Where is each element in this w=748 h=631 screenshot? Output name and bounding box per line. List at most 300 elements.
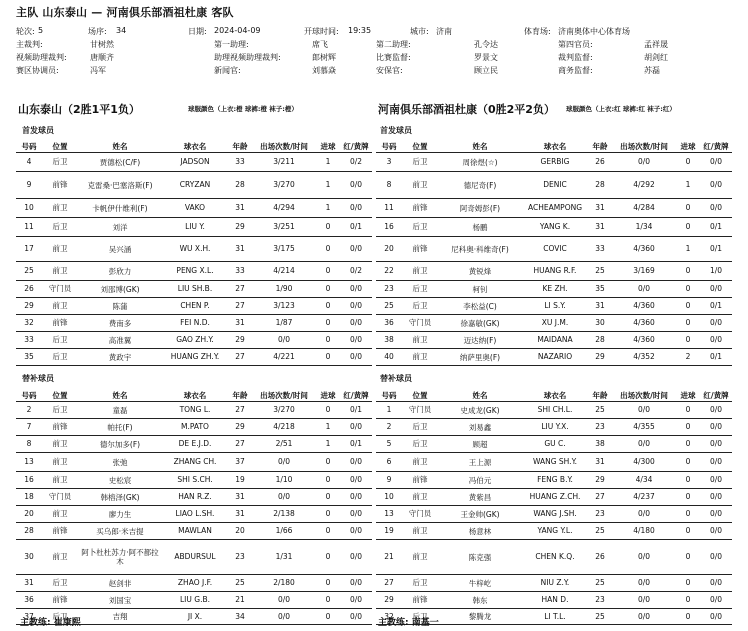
match-supervisor-label: 比赛监督: xyxy=(376,53,411,62)
table-row xyxy=(16,472,372,489)
var-label: 视频助理裁判: xyxy=(16,53,67,62)
player-position: 前锋 xyxy=(402,472,438,489)
player-number: 18 xyxy=(16,489,42,506)
player-shirt-name: MAIDANA xyxy=(522,332,588,349)
player-number: 13 xyxy=(16,453,42,472)
player-name: 高准翼 xyxy=(78,332,162,349)
player-name: 冯伯元 xyxy=(438,472,522,489)
player-shirt-name: HUANG ZH.Y. xyxy=(162,349,228,366)
security-officer-value: 顾立民 xyxy=(474,66,498,75)
player-goals: 0 xyxy=(316,218,340,237)
player-apps: 4/360 xyxy=(612,237,676,262)
var-value: 唐顺齐 xyxy=(90,53,114,62)
info-row-round xyxy=(16,26,736,39)
player-position: 前卫 xyxy=(402,523,438,540)
player-age: 25 xyxy=(588,262,612,281)
player-position: 前卫 xyxy=(402,540,438,575)
player-apps: 4/292 xyxy=(612,172,676,199)
player-goals: 0 xyxy=(316,523,340,540)
player-cards: 0/0 xyxy=(700,575,732,592)
player-number: 40 xyxy=(376,349,402,366)
player-shirt-name: YANG K. xyxy=(522,218,588,237)
player-cards: 0/0 xyxy=(340,609,372,625)
player-name: 卡帆伊什维利(F) xyxy=(78,199,162,218)
player-goals: 0 xyxy=(676,298,700,315)
away-coach xyxy=(378,615,439,628)
referee-value: 甘树然 xyxy=(90,40,114,49)
player-shirt-name: SHI S.CH. xyxy=(162,472,228,489)
kickoff-value: 19:35 xyxy=(348,26,372,35)
player-shirt-name: JI X. xyxy=(162,609,228,625)
player-cards: 0/0 xyxy=(700,419,732,436)
player-number: 26 xyxy=(16,281,42,298)
player-position: 前卫 xyxy=(402,349,438,366)
player-goals: 1 xyxy=(316,172,340,199)
player-cards: 0/0 xyxy=(700,523,732,540)
player-age: 28 xyxy=(228,172,252,199)
player-name: 韩东 xyxy=(438,592,522,609)
player-position: 后卫 xyxy=(402,218,438,237)
table-row xyxy=(376,281,732,298)
player-apps: 3/270 xyxy=(252,172,316,199)
fourth-official-value: 孟祥晟 xyxy=(644,40,668,49)
player-number: 25 xyxy=(16,262,42,281)
player-age: 20 xyxy=(228,523,252,540)
player-apps: 4/355 xyxy=(612,419,676,436)
table-header-row xyxy=(376,140,732,153)
table-row xyxy=(376,472,732,489)
player-cards: 0/0 xyxy=(340,453,372,472)
away-starters-table xyxy=(376,140,732,366)
player-goals: 0 xyxy=(316,402,340,419)
press-officer-label: 新闻官: xyxy=(214,66,241,75)
table-row xyxy=(16,237,372,262)
player-goals: 1 xyxy=(316,419,340,436)
avar-label: 助理视频助理裁判: xyxy=(214,53,281,62)
assistant1-label: 第一助理: xyxy=(214,40,249,49)
player-apps: 3/175 xyxy=(252,237,316,262)
player-shirt-name: KE ZH. xyxy=(522,281,588,298)
player-shirt-name: CHEN K.Q. xyxy=(522,540,588,575)
table-header-row xyxy=(376,389,732,402)
player-number: 10 xyxy=(376,489,402,506)
player-shirt-name: YANG Y.L. xyxy=(522,523,588,540)
col-shirt-name-header: 球衣名 xyxy=(162,389,228,402)
player-cards: 0/0 xyxy=(340,315,372,332)
table-row xyxy=(16,172,372,199)
player-goals: 0 xyxy=(676,489,700,506)
info-row-var xyxy=(16,52,736,65)
player-apps: 4/360 xyxy=(612,332,676,349)
player-goals: 0 xyxy=(316,281,340,298)
player-goals: 0 xyxy=(316,575,340,592)
player-name: 克雷桑·巴塞洛斯(F) xyxy=(78,172,162,199)
table-row xyxy=(376,523,732,540)
table-row xyxy=(16,298,372,315)
table-row xyxy=(16,332,372,349)
player-apps: 0/0 xyxy=(252,592,316,609)
player-number: 3 xyxy=(376,153,402,172)
player-shirt-name: FEI N.D. xyxy=(162,315,228,332)
player-apps: 4/360 xyxy=(612,298,676,315)
table-row xyxy=(376,237,732,262)
player-cards: 0/0 xyxy=(340,298,372,315)
player-name: 吉翔 xyxy=(78,609,162,625)
player-name: 黎腾龙 xyxy=(438,609,522,625)
home-starters-label: 首发球员 xyxy=(22,126,54,135)
player-apps: 1/66 xyxy=(252,523,316,540)
player-goals: 0 xyxy=(676,540,700,575)
player-apps: 0/0 xyxy=(612,153,676,172)
home-team-header xyxy=(18,101,140,117)
player-apps: 4/218 xyxy=(252,419,316,436)
player-position: 前卫 xyxy=(402,489,438,506)
player-apps: 0/0 xyxy=(252,489,316,506)
table-row xyxy=(376,453,732,472)
player-apps: 2/51 xyxy=(252,436,316,453)
table-row xyxy=(16,153,372,172)
commercial-supervisor-value: 苏磊 xyxy=(644,66,660,75)
table-row xyxy=(376,489,732,506)
col-cards-header: 红/黄牌 xyxy=(700,389,732,402)
player-goals: 0 xyxy=(316,472,340,489)
player-age: 19 xyxy=(228,472,252,489)
table-row xyxy=(376,332,732,349)
match-title: 主队 山东泰山 — 河南俱乐部酒祖杜康 客队 xyxy=(16,6,234,19)
player-cards: 0/1 xyxy=(340,402,372,419)
player-cards: 0/0 xyxy=(700,506,732,523)
player-cards: 0/0 xyxy=(700,199,732,218)
table-row xyxy=(376,199,732,218)
assistant2-label: 第二助理: xyxy=(376,40,411,49)
col-goals-header: 进球 xyxy=(316,140,340,153)
player-cards: 0/0 xyxy=(700,472,732,489)
player-number: 23 xyxy=(376,281,402,298)
table-row xyxy=(16,506,372,523)
player-goals: 0 xyxy=(316,262,340,281)
table-row xyxy=(16,419,372,436)
player-position: 守门员 xyxy=(42,281,78,298)
player-shirt-name: TONG L. xyxy=(162,402,228,419)
player-position: 前卫 xyxy=(42,540,78,575)
player-goals: 0 xyxy=(316,592,340,609)
table-header-row xyxy=(16,389,372,402)
player-apps: 4/352 xyxy=(612,349,676,366)
player-age: 25 xyxy=(588,402,612,419)
player-shirt-name: ZHAO J.F. xyxy=(162,575,228,592)
player-age: 27 xyxy=(228,298,252,315)
table-row xyxy=(16,523,372,540)
table-row xyxy=(16,402,372,419)
player-position: 前卫 xyxy=(42,506,78,523)
player-goals: 0 xyxy=(676,402,700,419)
player-shirt-name: LIU G.B. xyxy=(162,592,228,609)
player-name: 史成龙(GK) xyxy=(438,402,522,419)
player-position: 后卫 xyxy=(42,349,78,366)
player-shirt-name: CRYZAN xyxy=(162,172,228,199)
player-age: 31 xyxy=(228,237,252,262)
security-officer-label: 安保官: xyxy=(376,66,403,75)
coordinator-label: 赛区协调员: xyxy=(16,66,59,75)
col-cards-header: 红/黄牌 xyxy=(340,140,372,153)
player-name: 顾超 xyxy=(438,436,522,453)
player-number: 17 xyxy=(16,237,42,262)
referee-supervisor-label: 裁判监督: xyxy=(558,53,593,62)
player-shirt-name: HUANG Z.CH. xyxy=(522,489,588,506)
player-age: 31 xyxy=(588,453,612,472)
player-apps: 4/214 xyxy=(252,262,316,281)
col-number-header: 号码 xyxy=(16,140,42,153)
player-name: 杨意林 xyxy=(438,523,522,540)
player-goals: 0 xyxy=(676,472,700,489)
col-apps-header: 出场次数/时间 xyxy=(252,389,316,402)
player-goals: 0 xyxy=(676,419,700,436)
player-position: 后卫 xyxy=(42,402,78,419)
player-goals: 0 xyxy=(676,315,700,332)
date-value: 2024-04-09 xyxy=(214,26,261,35)
player-position: 后卫 xyxy=(402,419,438,436)
col-age-header: 年龄 xyxy=(588,140,612,153)
player-position: 前锋 xyxy=(42,592,78,609)
home-team-record: （2胜1平1负） xyxy=(62,103,140,116)
player-apps: 1/90 xyxy=(252,281,316,298)
player-shirt-name: GU C. xyxy=(522,436,588,453)
col-number-header: 号码 xyxy=(376,140,402,153)
player-number: 11 xyxy=(376,199,402,218)
table-row xyxy=(16,540,372,575)
table-header-row xyxy=(16,140,372,153)
player-cards: 0/0 xyxy=(700,436,732,453)
player-apps: 0/0 xyxy=(612,609,676,625)
player-apps: 0/0 xyxy=(252,332,316,349)
round-label: 轮次: xyxy=(16,27,35,36)
col-goals-header: 进球 xyxy=(676,140,700,153)
match-no-label: 场序: xyxy=(88,27,107,36)
player-position: 守门员 xyxy=(42,489,78,506)
player-apps: 4/300 xyxy=(612,453,676,472)
col-position-header: 位置 xyxy=(402,140,438,153)
player-name: 吴兴涵 xyxy=(78,237,162,262)
player-name: 史松宸 xyxy=(78,472,162,489)
player-age: 25 xyxy=(588,575,612,592)
player-age: 37 xyxy=(228,453,252,472)
player-number: 8 xyxy=(16,436,42,453)
col-goals-header: 进球 xyxy=(676,389,700,402)
col-apps-header: 出场次数/时间 xyxy=(612,389,676,402)
player-number: 33 xyxy=(16,332,42,349)
player-position: 后卫 xyxy=(42,218,78,237)
player-name: 李松益(C) xyxy=(438,298,522,315)
player-number: 1 xyxy=(376,402,402,419)
player-number: 5 xyxy=(376,436,402,453)
player-cards: 0/0 xyxy=(700,402,732,419)
player-age: 27 xyxy=(588,489,612,506)
player-number: 11 xyxy=(16,218,42,237)
home-coach-name: 崔康熙 xyxy=(53,618,81,628)
player-goals: 0 xyxy=(676,523,700,540)
player-number: 16 xyxy=(16,472,42,489)
round-value: 5 xyxy=(38,26,44,35)
player-goals: 1 xyxy=(676,172,700,199)
player-name: 童磊 xyxy=(78,402,162,419)
player-goals: 0 xyxy=(316,506,340,523)
coordinator-value: 冯军 xyxy=(90,66,106,75)
player-cards: 0/0 xyxy=(340,419,372,436)
player-goals: 1 xyxy=(316,199,340,218)
player-age: 33 xyxy=(228,153,252,172)
info-row-officials xyxy=(16,65,736,78)
player-age: 33 xyxy=(588,237,612,262)
player-shirt-name: SHI CH.L. xyxy=(522,402,588,419)
press-officer-value: 刘慕焱 xyxy=(312,66,336,75)
player-number: 9 xyxy=(376,472,402,489)
player-name: 柯钊 xyxy=(438,281,522,298)
player-goals: 0 xyxy=(676,506,700,523)
player-number: 27 xyxy=(376,575,402,592)
player-goals: 1 xyxy=(676,237,700,262)
player-apps: 0/0 xyxy=(612,575,676,592)
away-team-record: （0胜2平2负） xyxy=(477,103,555,116)
player-apps: 2/180 xyxy=(252,575,316,592)
player-cards: 0/1 xyxy=(700,237,732,262)
player-cards: 0/0 xyxy=(340,506,372,523)
player-shirt-name: MAWLAN xyxy=(162,523,228,540)
table-row xyxy=(16,436,372,453)
city-value: 济南 xyxy=(436,27,452,36)
player-name: 陈蒲 xyxy=(78,298,162,315)
player-position: 前锋 xyxy=(402,199,438,218)
player-number: 20 xyxy=(16,506,42,523)
player-age: 21 xyxy=(228,592,252,609)
player-goals: 0 xyxy=(676,592,700,609)
player-number: 19 xyxy=(376,523,402,540)
player-shirt-name: LI S.Y. xyxy=(522,298,588,315)
player-position: 后卫 xyxy=(402,153,438,172)
player-name: 贾德松(C/F) xyxy=(78,153,162,172)
player-name: 费南多 xyxy=(78,315,162,332)
player-shirt-name: WANG J.SH. xyxy=(522,506,588,523)
player-number: 38 xyxy=(376,332,402,349)
player-age: 34 xyxy=(228,609,252,625)
player-number: 21 xyxy=(376,540,402,575)
player-goals: 0 xyxy=(316,237,340,262)
home-team-name: 山东泰山 xyxy=(18,103,62,116)
kickoff-label: 开球时间: xyxy=(304,27,339,36)
player-shirt-name: ABDURSUL xyxy=(162,540,228,575)
player-number: 36 xyxy=(376,315,402,332)
table-row xyxy=(16,199,372,218)
away-team-name: 河南俱乐部酒祖杜康 xyxy=(378,103,477,116)
player-goals: 0 xyxy=(316,332,340,349)
player-position: 后卫 xyxy=(42,332,78,349)
assistant2-value: 孔令达 xyxy=(474,40,498,49)
player-number: 9 xyxy=(16,172,42,199)
avar-value: 郎树辉 xyxy=(312,53,336,62)
player-number: 7 xyxy=(16,419,42,436)
away-kit-colors: 球服颜色（上衣:红 球裤:红 袜子:红） xyxy=(566,105,676,113)
col-cards-header: 红/黄牌 xyxy=(340,389,372,402)
player-cards: 0/0 xyxy=(700,609,732,625)
player-age: 29 xyxy=(228,332,252,349)
player-number: 10 xyxy=(16,199,42,218)
table-row xyxy=(376,540,732,575)
player-position: 前锋 xyxy=(402,237,438,262)
player-name: 德尔加多(F) xyxy=(78,436,162,453)
player-number: 28 xyxy=(16,523,42,540)
player-age: 28 xyxy=(588,332,612,349)
player-name: 张弛 xyxy=(78,453,162,472)
table-row xyxy=(16,575,372,592)
player-number: 16 xyxy=(376,218,402,237)
player-name: 陈克强 xyxy=(438,540,522,575)
player-shirt-name: LI T.L. xyxy=(522,609,588,625)
player-name: 廖力生 xyxy=(78,506,162,523)
player-position: 前卫 xyxy=(402,262,438,281)
player-number: 30 xyxy=(16,540,42,575)
table-row xyxy=(16,281,372,298)
col-age-header: 年龄 xyxy=(228,140,252,153)
player-name: 德尼奇(F) xyxy=(438,172,522,199)
fourth-official-label: 第四官员: xyxy=(558,40,593,49)
player-shirt-name: ZHANG CH. xyxy=(162,453,228,472)
table-row xyxy=(16,262,372,281)
player-goals: 0 xyxy=(676,218,700,237)
home-subs-table xyxy=(16,389,372,625)
player-shirt-name: NIU Z.Y. xyxy=(522,575,588,592)
player-position: 后卫 xyxy=(402,298,438,315)
player-cards: 0/0 xyxy=(700,453,732,472)
away-team-header xyxy=(378,101,555,117)
player-cards: 0/1 xyxy=(700,218,732,237)
player-age: 23 xyxy=(588,592,612,609)
player-shirt-name: NAZARIO xyxy=(522,349,588,366)
player-age: 31 xyxy=(588,218,612,237)
col-number-header: 号码 xyxy=(16,389,42,402)
player-apps: 4/237 xyxy=(612,489,676,506)
player-cards: 0/0 xyxy=(340,575,372,592)
player-name: 黄锐烽 xyxy=(438,262,522,281)
stadium-label: 体育场: xyxy=(524,27,551,36)
player-cards: 1/0 xyxy=(700,262,732,281)
player-shirt-name: PENG X.L. xyxy=(162,262,228,281)
player-name: 刘洋 xyxy=(78,218,162,237)
player-age: 23 xyxy=(588,419,612,436)
player-shirt-name: LIU SH.B. xyxy=(162,281,228,298)
player-age: 26 xyxy=(588,153,612,172)
player-cards: 0/0 xyxy=(340,172,372,199)
col-position-header: 位置 xyxy=(402,389,438,402)
col-age-header: 年龄 xyxy=(588,389,612,402)
player-apps: 4/221 xyxy=(252,349,316,366)
player-number: 8 xyxy=(376,172,402,199)
player-position: 后卫 xyxy=(402,436,438,453)
player-cards: 0/0 xyxy=(700,315,732,332)
player-goals: 0 xyxy=(676,332,700,349)
player-shirt-name: JADSON xyxy=(162,153,228,172)
date-label: 日期: xyxy=(188,27,207,36)
table-row xyxy=(16,489,372,506)
player-goals: 0 xyxy=(316,349,340,366)
player-name: 阿卜杜杜苏力·阿不都拉木 xyxy=(78,540,162,575)
player-number: 37 xyxy=(16,609,42,625)
player-apps: 1/10 xyxy=(252,472,316,489)
table-row xyxy=(376,315,732,332)
player-age: 27 xyxy=(228,436,252,453)
table-row xyxy=(376,419,732,436)
match-supervisor-value: 罗景文 xyxy=(474,53,498,62)
info-row-referees xyxy=(16,39,736,52)
player-apps: 0/0 xyxy=(252,609,316,625)
